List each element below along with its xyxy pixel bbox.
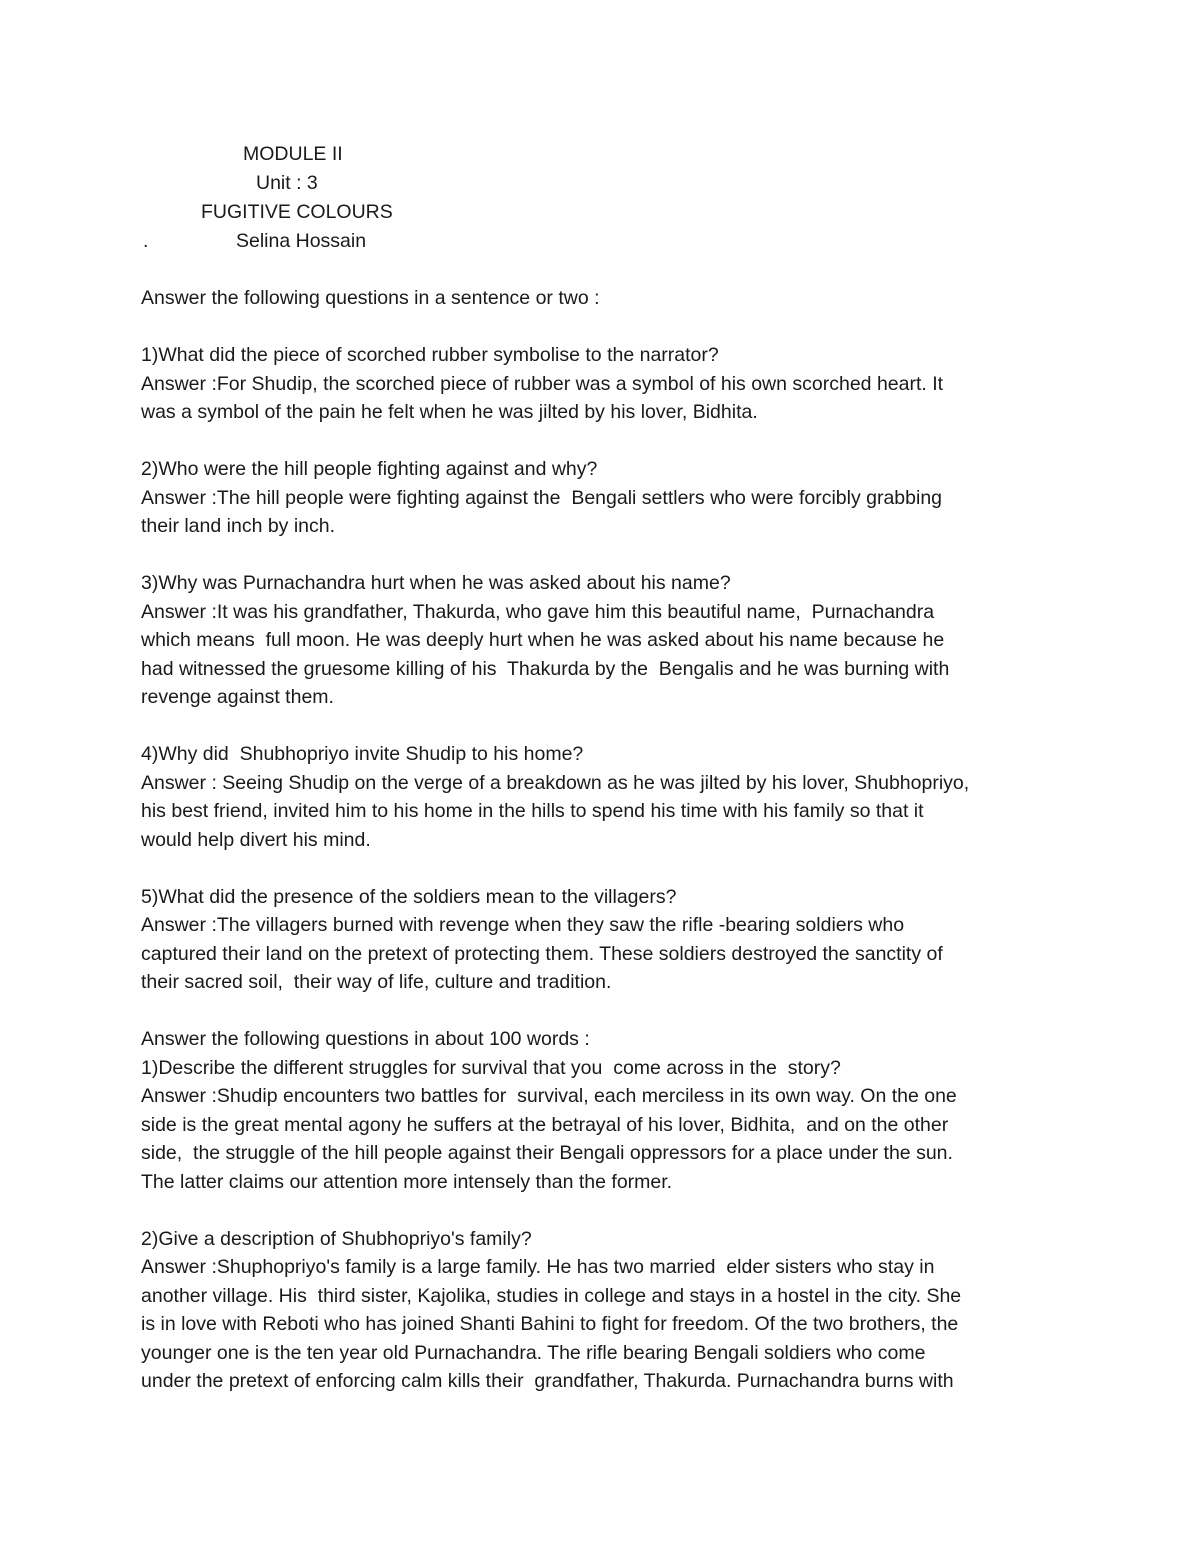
- short-answer-3-line-4: revenge against them.: [141, 686, 334, 708]
- short-answer-4-line-3: would help divert his mind.: [141, 829, 371, 851]
- short-question-5: 5)What did the presence of the soldiers mean to the villagers?: [141, 886, 677, 908]
- short-answer-2-line-2: their land inch by inch.: [141, 515, 336, 537]
- long-answer-1-line-2: side is the great mental agony he suffers at the betrayal of his lover, Bidhita, and on the other: [141, 1114, 949, 1136]
- long-answer-2-line-5: under the pretext of enforcing calm kills their grandfather, Thakurda. Purnachandra burns with: [141, 1370, 954, 1392]
- short-answer-4-line-2: his best friend, invited him to his home in the hills to spend his time with his family so that it: [141, 800, 924, 822]
- long-answer-2-line-4: younger one is the ten year old Purnachandra. The rifle bearing Bengali soldiers who come: [141, 1342, 926, 1364]
- short-question-2: 2)Who were the hill people fighting against and why?: [141, 458, 598, 480]
- long-answer-1-line-1: Answer :Shudip encounters two battles for survival, each merciless in its own way. On the one: [141, 1085, 957, 1107]
- section-instruction-short: Answer the following questions in a sentence or two :: [141, 287, 600, 309]
- short-answer-3-line-2: which means full moon. He was deeply hurt when he was asked about his name because he: [141, 629, 945, 651]
- long-question-2: 2)Give a description of Shubhopriyo's family?: [141, 1228, 532, 1250]
- long-answer-1-line-4: The latter claims our attention more intensely than the former.: [141, 1171, 673, 1193]
- long-answer-1-line-3: side, the struggle of the hill people against their Bengali oppressors for a place under the sun.: [141, 1142, 953, 1164]
- short-answer-5-line-3: their sacred soil, their way of life, culture and tradition.: [141, 971, 612, 993]
- short-answer-5-line-2: captured their land on the pretext of protecting them. These soldiers destroyed the sanctity of: [141, 943, 943, 965]
- short-answer-5-line-1: Answer :The villagers burned with revenge when they saw the rifle -bearing soldiers who: [141, 914, 905, 936]
- story-title: FUGITIVE COLOURS: [201, 201, 393, 223]
- section-instruction-long: Answer the following questions in about 100 words :: [141, 1028, 590, 1050]
- long-answer-2-line-3: is in love with Reboti who has joined Shanti Bahini to fight for freedom. Of the two brothers, the: [141, 1313, 959, 1335]
- short-question-1: 1)What did the piece of scorched rubber symbolise to the narrator?: [141, 344, 719, 366]
- short-answer-3-line-3: had witnessed the gruesome killing of his Thakurda by the Bengalis and he was burning with: [141, 658, 950, 680]
- short-question-4: 4)Why did Shubhopriyo invite Shudip to his home?: [141, 743, 584, 765]
- module-heading: MODULE II: [243, 143, 343, 165]
- short-question-3: 3)Why was Purnachandra hurt when he was asked about his name?: [141, 572, 731, 594]
- long-answer-2-line-2: another village. His third sister, Kajolika, studies in college and stays in a hostel in the city. She: [141, 1285, 962, 1307]
- author-name: Selina Hossain: [236, 230, 367, 252]
- author-dot: .: [143, 230, 149, 252]
- unit-heading: Unit : 3: [256, 172, 318, 194]
- short-answer-3-line-1: Answer :It was his grandfather, Thakurda, who gave him this beautiful name, Purnachandra: [141, 601, 935, 623]
- long-answer-2-line-1: Answer :Shuphopriyo's family is a large family. He has two married elder sisters who stay in: [141, 1256, 935, 1278]
- short-answer-1-line-1: Answer :For Shudip, the scorched piece of rubber was a symbol of his own scorched heart. It: [141, 373, 944, 395]
- short-answer-2-line-1: Answer :The hill people were fighting against the Bengali settlers who were forcibly grabbing: [141, 487, 943, 509]
- short-answer-1-line-2: was a symbol of the pain he felt when he was jilted by his lover, Bidhita.: [141, 401, 758, 423]
- short-answer-4-line-1: Answer : Seeing Shudip on the verge of a breakdown as he was jilted by his lover, Shubhopriyo,: [141, 772, 970, 794]
- long-question-1: 1)Describe the different struggles for survival that you come across in the story?: [141, 1057, 841, 1079]
